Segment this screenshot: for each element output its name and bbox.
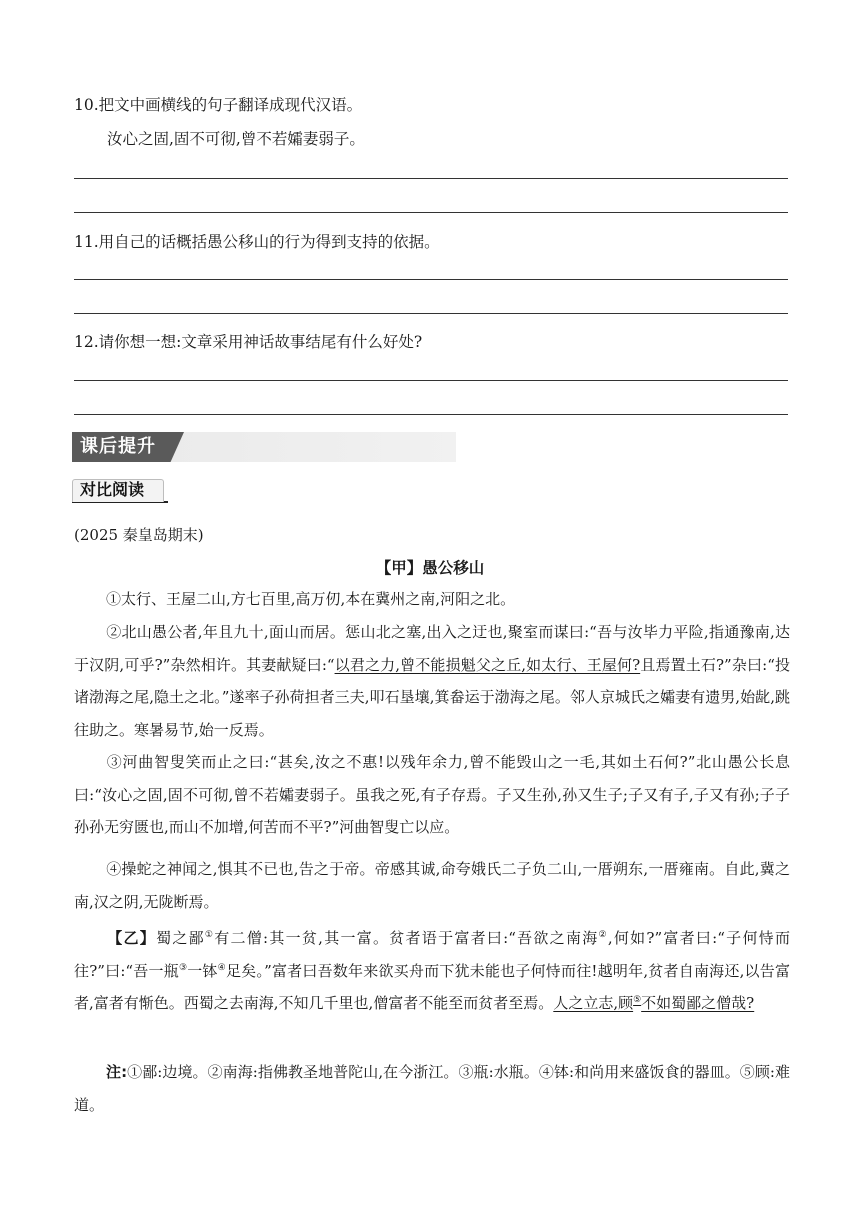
text-jia-paragraph-1 [74,583,790,616]
footnote-marker: ② [598,930,608,940]
paragraph-text: ④操蛇之神闻之,惧其不已也,告之于帝。帝感其诚,命夸娥氏二子负二山,一厝朔东,一厝雍南。自此,冀之南,汉之阴,无陇断焉。 [74,860,790,911]
notes-text: ①鄙:边境。②南海:指佛教圣地普陀山,在今浙江。③瓶:水瓶。④钵:和尚用来盛饭食的器皿。⑤顾:难道。 [74,1063,791,1114]
unpunctuated-sentence: 富者曰吾数年来欲买舟而下犹未能也子何恃而往! [271,961,598,980]
subsection-tab [72,479,168,503]
paragraph-text: 蜀之鄙 [156,929,205,947]
footnote-marker: ④ [217,962,226,973]
answer-line[interactable] [74,212,788,213]
text-jia-title: 【甲】愚公移山 [375,559,485,577]
underlined-sentence: 以君之力,曾不能损魁父之丘,如太行、王屋何? [334,655,641,674]
subsection-title: 对比阅读 [80,480,145,499]
text-yi-paragraph [74,922,790,1020]
text-jia-paragraph-4 [74,853,790,918]
paragraph-text: 且焉置土石?”杂曰:“投诸渤海之尾,隐土之北。”遂率子孙荷担者三夫,叩石垦壤,箕畚运于渤海之尾。邻人京城氏之孀妻有遗男,始龀,跳往助之。寒暑易节,始一反焉。 [74,655,791,739]
answer-line[interactable] [74,414,788,415]
section-title: 课后提升 [80,436,156,457]
paragraph-text: ①太行、王屋二山,方七百里,高万仞,本在冀州之南,河阳之北。 [106,590,516,608]
paragraph-text: 足矣。” [225,961,272,980]
footnote-marker: ① [204,930,215,940]
question-10-prompt: 10.把文中画横线的句子翻译成现代汉语。 [74,96,363,114]
text-jia-paragraph-3 [74,746,790,844]
notes-label: 注: [106,1063,128,1081]
answer-line[interactable] [74,279,788,280]
notes [74,1056,790,1121]
underlined-sentence: 人之立志,顾 [553,994,634,1012]
paragraph-text: ,何如?”富者曰:“子何恃而往?”曰:“吾一瓶 [74,929,790,980]
paragraph-text: ③河曲智叟笑而止之曰:“甚矣,汝之不惠!以残年余力,曾不能毁山之一毛,其如土石何?”北山愚公长息曰:“汝心之固,固不可彻,曾不若孀妻弱子。虽我之死,有子存焉。子又生孙,孙又生子;子又有子,子又有孙;子子孙孙无穷匮也,而山不加增,何苦而不平?”河曲智叟亡以应。 [74,753,790,836]
text-jia-paragraph-2 [74,616,790,746]
question-12-prompt: 12.请你想一想:文章采用神话故事结尾有什么好处? [74,333,423,351]
exam-source: (2025 秦皇岛期末) [74,526,204,544]
paragraph-text: 有二僧:其一贫,其一富。贫者语于富者曰:“吾欲之南海 [214,929,599,947]
underlined-sentence: 不如蜀鄙之僧哉? [641,994,755,1012]
footnote-marker: ⑤ [633,995,642,1005]
paragraph-text: 越明年,贫者自南海还,以告富者,富者有惭色。西蜀之去南海,不知几千里也,僧富者不能至而贫者至焉。 [74,961,790,1012]
paragraph-text: 一钵 [187,961,218,980]
answer-line[interactable] [74,313,788,314]
paragraph-text: ②北山愚公者,年且九十,面山而居。惩山北之塞,出入之迂也,聚室而谋曰:“吾与汝毕力平险,指通豫南,达于汉阴,可乎?”杂然相许。其妻献疑曰:“ [74,623,790,674]
answer-line[interactable] [74,178,788,179]
question-11-prompt: 11.用自己的话概括愚公移山的行为得到支持的依据。 [74,233,440,251]
text-yi-label: 【乙】 [106,929,157,947]
question-10-sentence: 汝心之固,固不可彻,曾不若孀妻弱子。 [107,130,365,148]
footnote-marker: ③ [178,962,188,973]
answer-line[interactable] [74,380,788,381]
